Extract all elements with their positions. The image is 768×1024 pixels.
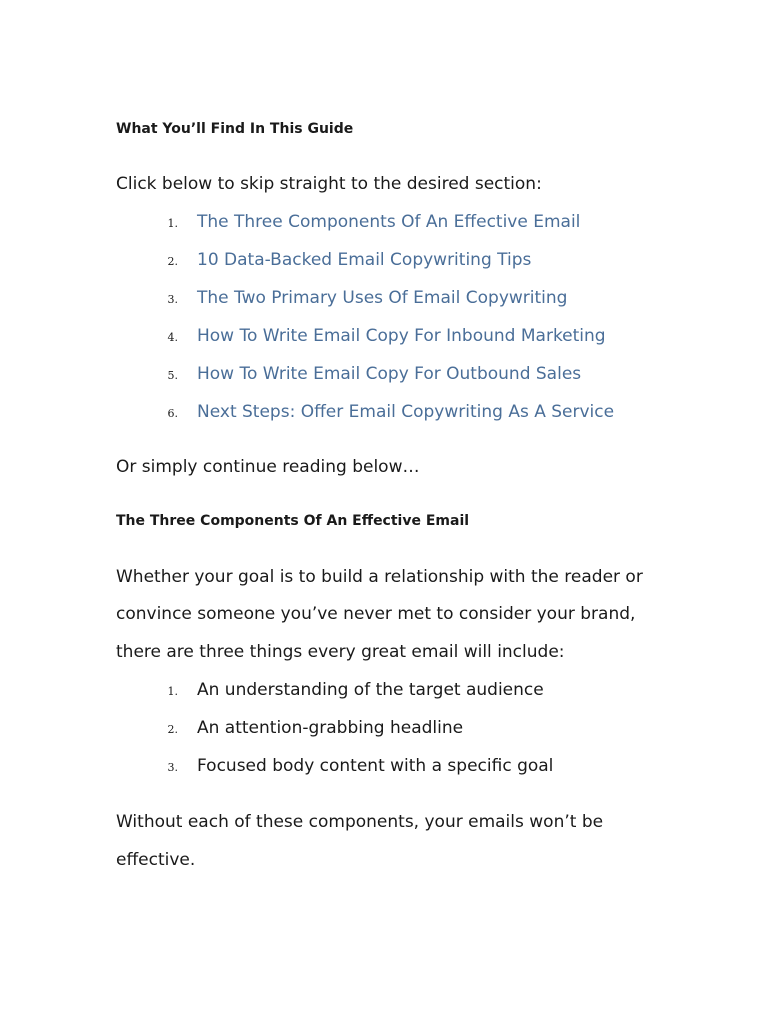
- list-number: 3.: [167, 293, 178, 306]
- toc-link-primary-uses[interactable]: The Two Primary Uses Of Email Copywriting: [197, 288, 568, 308]
- toc-link-outbound-sales[interactable]: How To Write Email Copy For Outbound Sales: [197, 364, 582, 384]
- paragraph-line: there are three things every great email will include:: [116, 642, 565, 662]
- toc-link-inbound-marketing[interactable]: How To Write Email Copy For Inbound Marketing: [197, 326, 606, 346]
- paragraph-line: convince someone you’ve never met to consider your brand,: [116, 604, 636, 624]
- toc-link-three-components[interactable]: The Three Components Of An Effective Email: [197, 212, 581, 232]
- continue-text: Or simply continue reading below…: [116, 457, 420, 477]
- list-number: 1.: [167, 217, 178, 230]
- toc-link-next-steps[interactable]: Next Steps: Offer Email Copywriting As A Service: [197, 402, 615, 422]
- list-item-label: An attention-grabbing headline: [197, 718, 464, 738]
- list-number: 5.: [167, 369, 178, 382]
- paragraph-line: Whether your goal is to build a relationship with the reader or: [116, 567, 643, 587]
- paragraph-line: Without each of these components, your emails won’t be: [116, 812, 604, 832]
- list-number: 6.: [167, 407, 178, 420]
- list-number: 4.: [167, 331, 178, 344]
- section-heading: The Three Components Of An Effective Email: [116, 513, 470, 529]
- list-number: 2.: [167, 723, 178, 736]
- list-number: 2.: [167, 255, 178, 268]
- guide-heading: What You’ll Find In This Guide: [116, 121, 354, 137]
- toc-link-copywriting-tips[interactable]: 10 Data-Backed Email Copywriting Tips: [197, 250, 532, 270]
- list-item-label: An understanding of the target audience: [197, 680, 544, 700]
- list-number: 3.: [167, 761, 178, 774]
- intro-text: Click below to skip straight to the desired section:: [116, 174, 542, 194]
- list-item-label: Focused body content with a specific goal: [197, 756, 554, 776]
- paragraph-line: effective.: [116, 850, 196, 870]
- list-number: 1.: [167, 685, 178, 698]
